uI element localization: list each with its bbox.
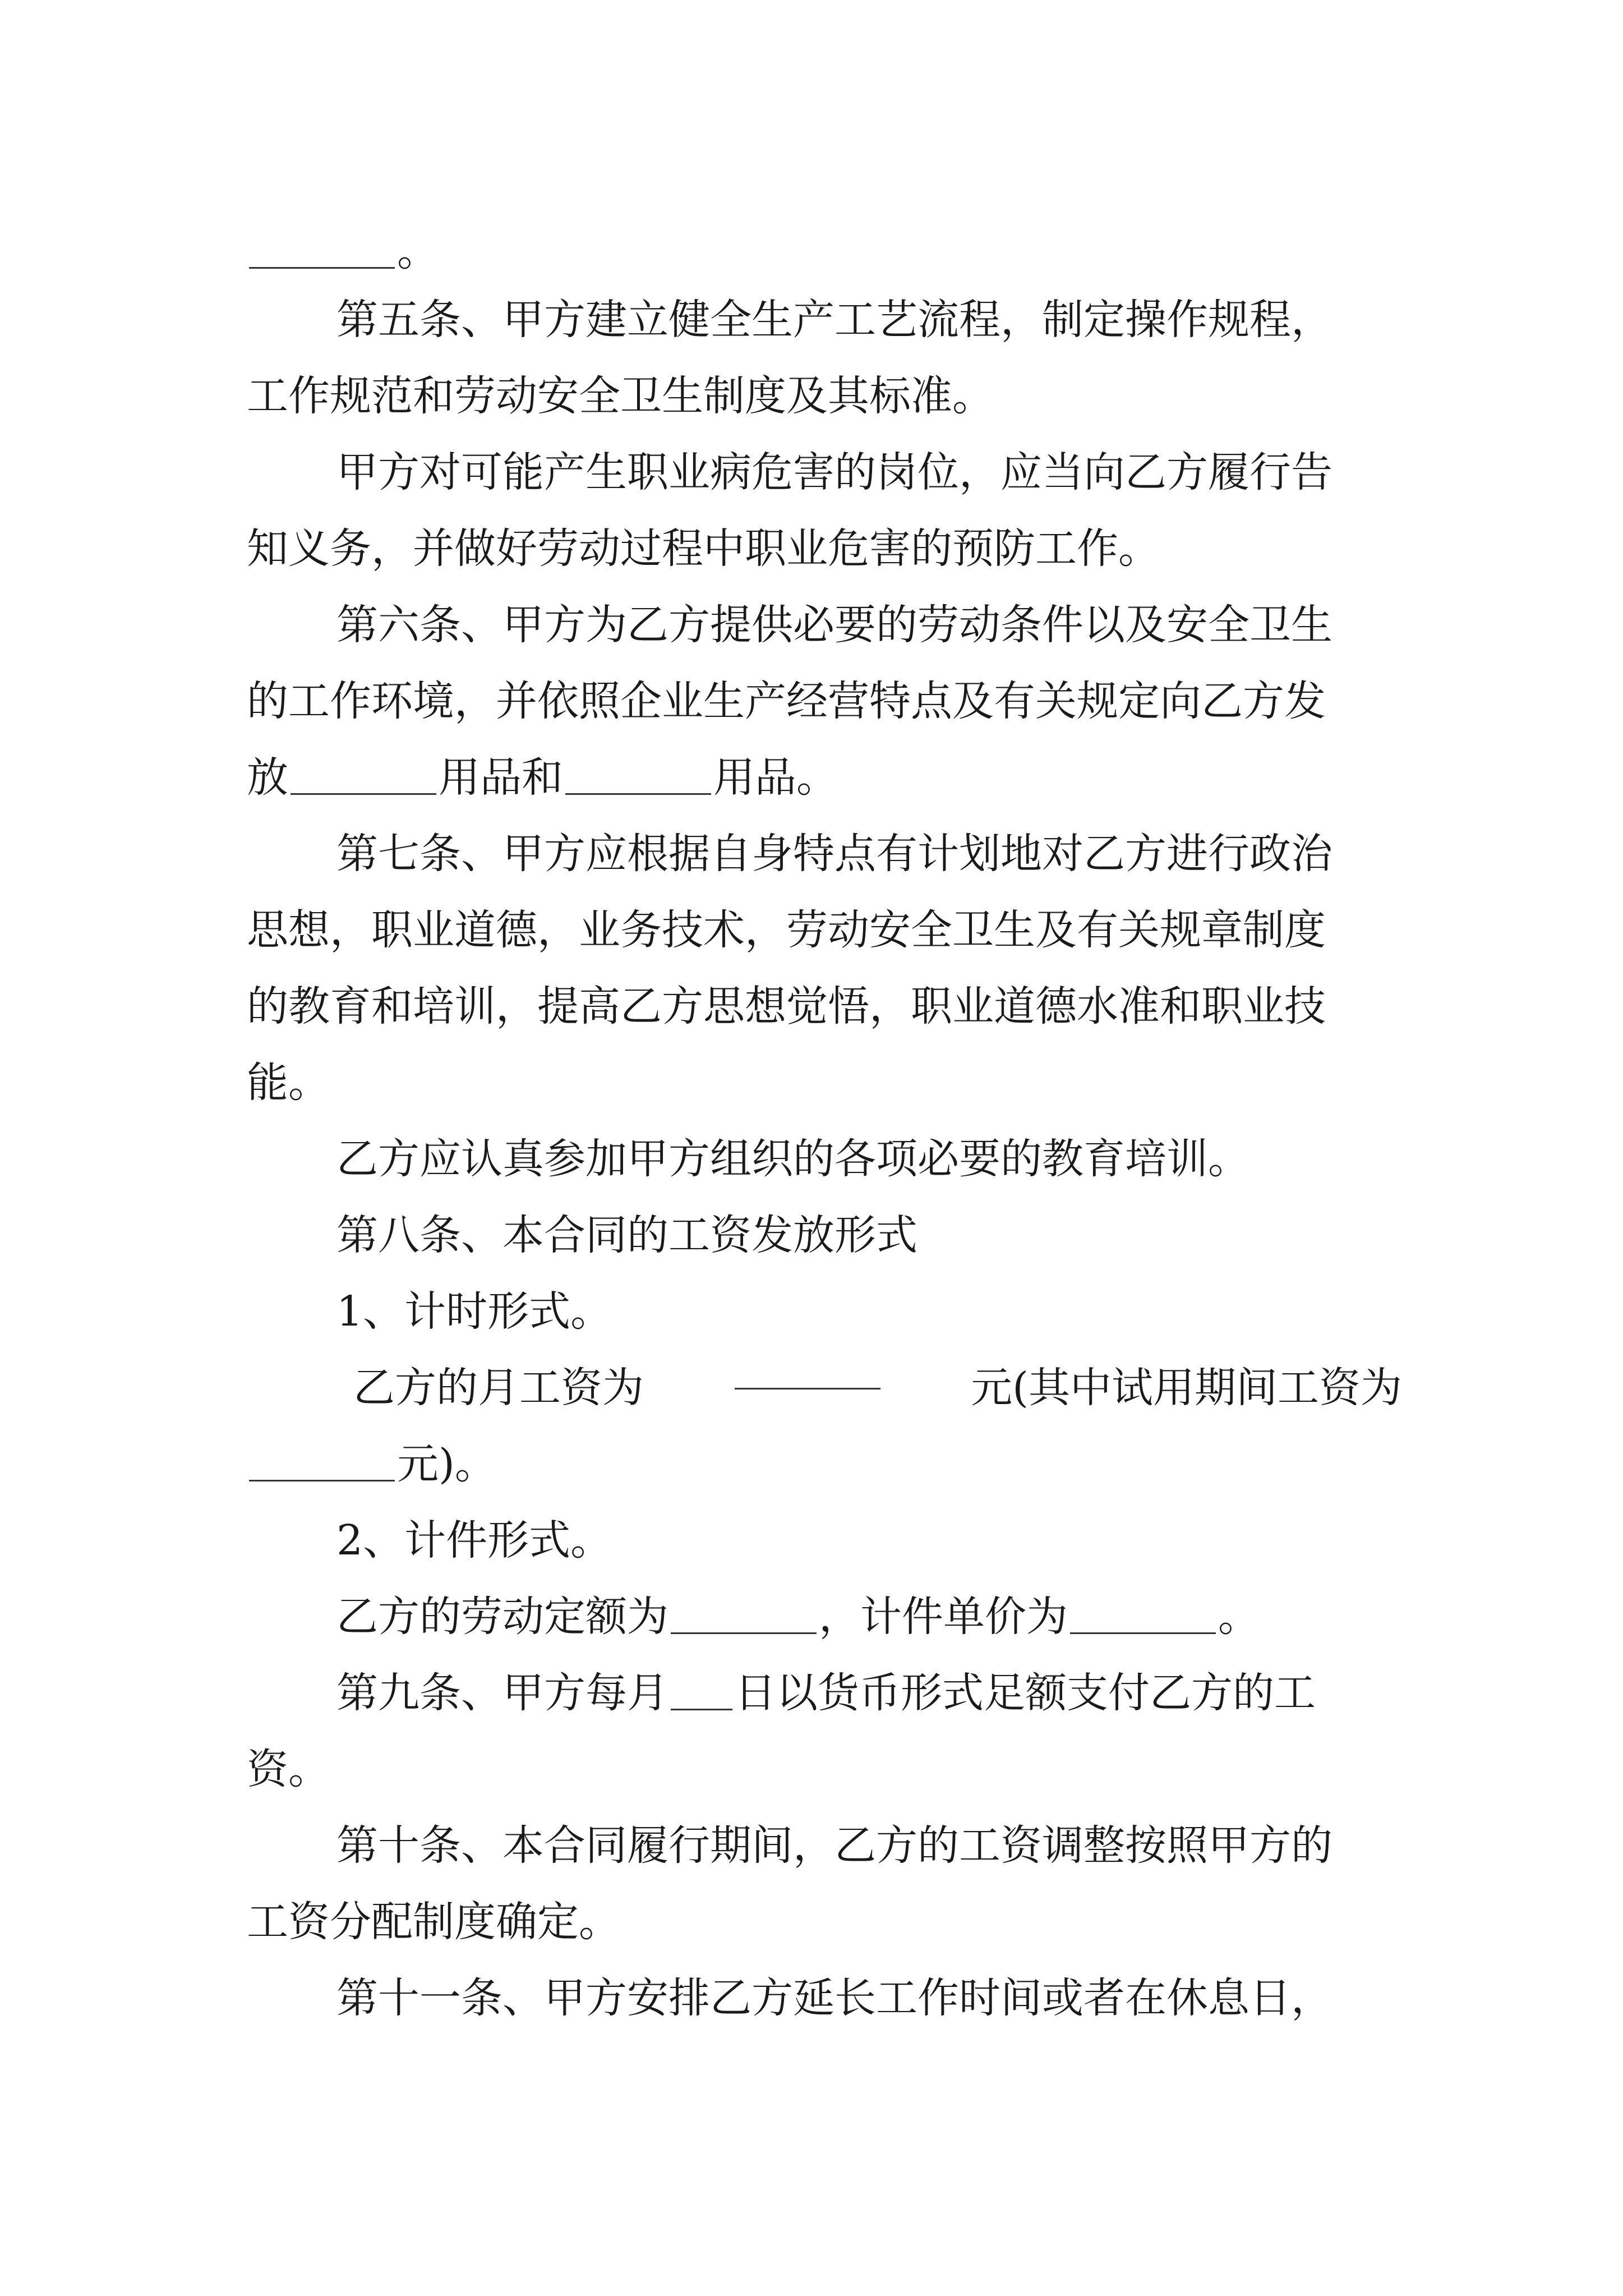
article-6-line-1 bbox=[336, 591, 1332, 659]
text-fragment: 日以货币形式足额支付乙方的工 bbox=[735, 1669, 1316, 1717]
text-fragment: 第十一条、甲方安排乙方延长工作时间或者在休息日， bbox=[336, 1974, 1332, 2022]
text-fragment: ，计件单价为 bbox=[819, 1593, 1068, 1641]
text-fragment: 知义务，并做好劳动过程中职业危害的预防工作。 bbox=[247, 524, 1160, 573]
fill-blank bbox=[1070, 1632, 1216, 1634]
text-fragment: 能。 bbox=[247, 1059, 330, 1107]
text-fragment: 乙方的劳动定额为 bbox=[336, 1593, 668, 1641]
fill-blank bbox=[249, 1480, 395, 1481]
article-8-item-1 bbox=[336, 1278, 612, 1345]
article-5b-line-2 bbox=[247, 515, 1160, 582]
text-fragment: 元(其中试用期间工资为 bbox=[971, 1364, 1402, 1412]
text-fragment: 放 bbox=[247, 753, 288, 802]
fill-blank bbox=[671, 1632, 817, 1634]
article-9-line-1 bbox=[336, 1659, 1316, 1727]
text-fragment: 资。 bbox=[247, 1745, 330, 1793]
text-fragment: 元)。 bbox=[397, 1440, 496, 1488]
article-7-line-1 bbox=[336, 820, 1332, 887]
text-line bbox=[247, 218, 439, 285]
fill-blank bbox=[291, 793, 436, 795]
fill-blank bbox=[249, 267, 395, 269]
article-6-line-3 bbox=[247, 744, 838, 811]
text-fragment: 第五条、甲方建立健全生产工艺流程，制定操作规程， bbox=[336, 296, 1332, 344]
text-fragment: 乙方的月工资为 bbox=[353, 1364, 644, 1412]
text-fragment: 1、计时形式。 bbox=[336, 1287, 612, 1336]
text-fragment: 第九条、甲方每月 bbox=[336, 1669, 668, 1717]
text-fragment: 第十条、本合同履行期间，乙方的工资调整按照甲方的 bbox=[336, 1821, 1332, 1870]
article-10-line-1 bbox=[336, 1812, 1332, 1879]
text-fragment: 甲方对可能产生职业病危害的岗位，应当向乙方履行告 bbox=[336, 448, 1332, 496]
text-fragment: 用品和 bbox=[439, 753, 563, 802]
text-fragment: 第八条、本合同的工资发放形式 bbox=[336, 1211, 917, 1259]
text-fragment: 工资分配制度确定。 bbox=[247, 1898, 620, 1946]
article-8-item-2-text bbox=[336, 1583, 1260, 1650]
text-fragment: 的教育和培训，提高乙方思想觉悟，职业道德水准和职业技 bbox=[247, 982, 1326, 1030]
article-7-line-2 bbox=[247, 896, 1326, 964]
text-fragment: 的工作环境，并依照企业生产经营特点及有关规定向乙方发 bbox=[247, 677, 1326, 725]
article-10-line-2 bbox=[247, 1888, 620, 1955]
article-5-line-2 bbox=[247, 362, 994, 430]
article-8-item-2 bbox=[336, 1507, 612, 1574]
article-11-line-1 bbox=[336, 1964, 1402, 2032]
article-7-line-4 bbox=[247, 1049, 330, 1116]
article-7-line-3 bbox=[247, 973, 1326, 1040]
text-fragment: 思想，职业道德，业务技术，劳动安全卫生及有关规章制度 bbox=[247, 906, 1326, 954]
article-5-line-1 bbox=[336, 286, 1402, 353]
article-8-item-1-text bbox=[353, 1354, 1402, 1421]
article-7b-line-1 bbox=[336, 1125, 1249, 1193]
article-6-line-2 bbox=[247, 668, 1326, 735]
text-fragment: 第七条、甲方应根据自身特点有计划地对乙方进行政治 bbox=[336, 830, 1332, 878]
text-fragment: 2、计件形式。 bbox=[336, 1516, 612, 1565]
fill-blank bbox=[671, 1709, 732, 1710]
text-fragment: 乙方应认真参加甲方组织的各项必要的教育培训。 bbox=[336, 1135, 1249, 1183]
text-fragment: 。 bbox=[397, 227, 439, 275]
text-fragment: 第六条、甲方为乙方提供必要的劳动条件以及安全卫生 bbox=[336, 601, 1332, 649]
text-fragment: 。 bbox=[1218, 1593, 1260, 1641]
text-fragment: 工作规范和劳动安全卫生制度及其标准。 bbox=[247, 372, 994, 420]
fill-blank bbox=[565, 793, 711, 795]
article-8-title bbox=[336, 1202, 917, 1269]
fill-blank bbox=[735, 1388, 880, 1389]
article-5b-line-1 bbox=[336, 439, 1332, 506]
article-8-item-1-text-cont bbox=[247, 1430, 496, 1498]
article-9-line-2 bbox=[247, 1736, 330, 1803]
text-fragment: 用品。 bbox=[713, 753, 838, 802]
